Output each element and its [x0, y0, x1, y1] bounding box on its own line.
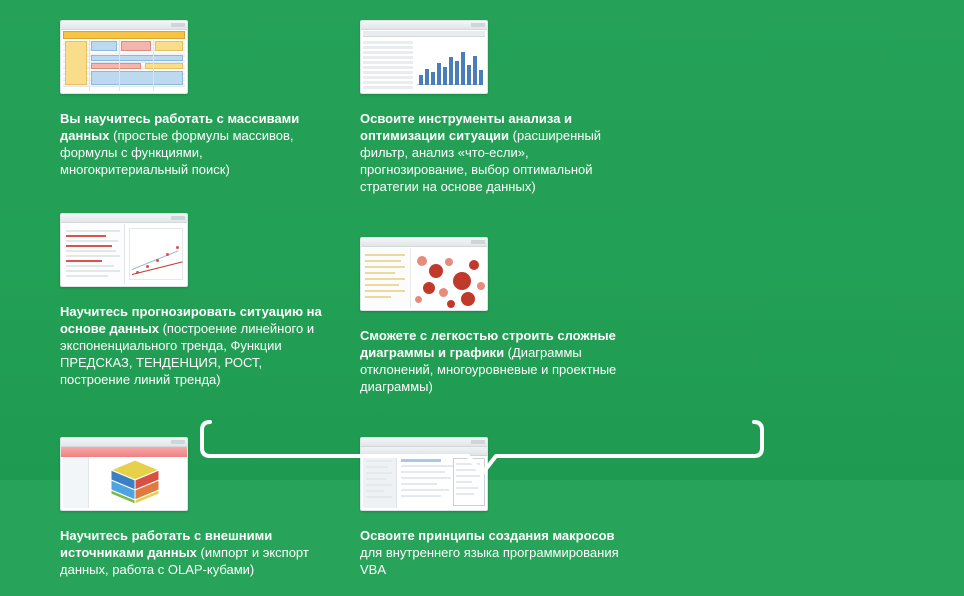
feature-card-rest: для внутреннего языка программирования VBA [360, 545, 619, 577]
feature-card-rest: (Диаграммы отклонений, многоуровневые и проектные диаграммы) [360, 345, 617, 394]
spreadsheet-analysis-chart-thumbnail [360, 20, 488, 94]
feature-card-text [360, 110, 622, 195]
spreadsheet-arrays-thumbnail [60, 20, 188, 94]
feature-card-bold: Научитесь работать с внешними источниками данных [60, 528, 273, 560]
feature-card-text [360, 527, 622, 578]
feature-card-text [360, 327, 622, 395]
feature-card-rest: (простые формулы массивов, формулы с функциями, многокритериальный поиск) [60, 128, 294, 177]
feature-card-text [60, 110, 322, 178]
feature-card-analysis [360, 20, 660, 195]
feature-card-bold: Освоите принципы создания макросов [360, 528, 615, 543]
forecast-trend-chart-thumbnail [60, 213, 188, 287]
feature-card-rest: (импорт и экспорт данных, работа с OLAP-кубами) [60, 545, 309, 577]
feature-card-rest: (построение линейного и экспоненциального тренда, Функции ПРЕДСКАЗ, ТЕНДЕНЦИЯ, РОСТ, построение линий тренда) [60, 321, 315, 387]
feature-card-rest: (расширенный фильтр, анализ «что-если», прогнозирование, выбор оптимальной стратегии на основе данных) [360, 128, 602, 194]
feature-card-bold: Освоите инструменты анализа и оптимизации ситуации [360, 111, 573, 143]
feature-card-text [60, 303, 322, 388]
downward-bracket-arrow [0, 420, 964, 480]
complex-diagram-thumbnail [360, 237, 488, 311]
feature-card-bold: Сможете с легкостью строить сложные диаграммы и графики [360, 328, 616, 360]
feature-card-bold: Научитесь прогнозировать ситуацию на основе данных [60, 304, 322, 336]
feature-card-text [60, 527, 322, 578]
feature-card-charts [360, 237, 660, 395]
feature-card-forecast [60, 213, 360, 395]
feature-card-bold: Вы научитесь работать с массивами данных [60, 111, 300, 143]
feature-card-arrays [60, 20, 360, 195]
